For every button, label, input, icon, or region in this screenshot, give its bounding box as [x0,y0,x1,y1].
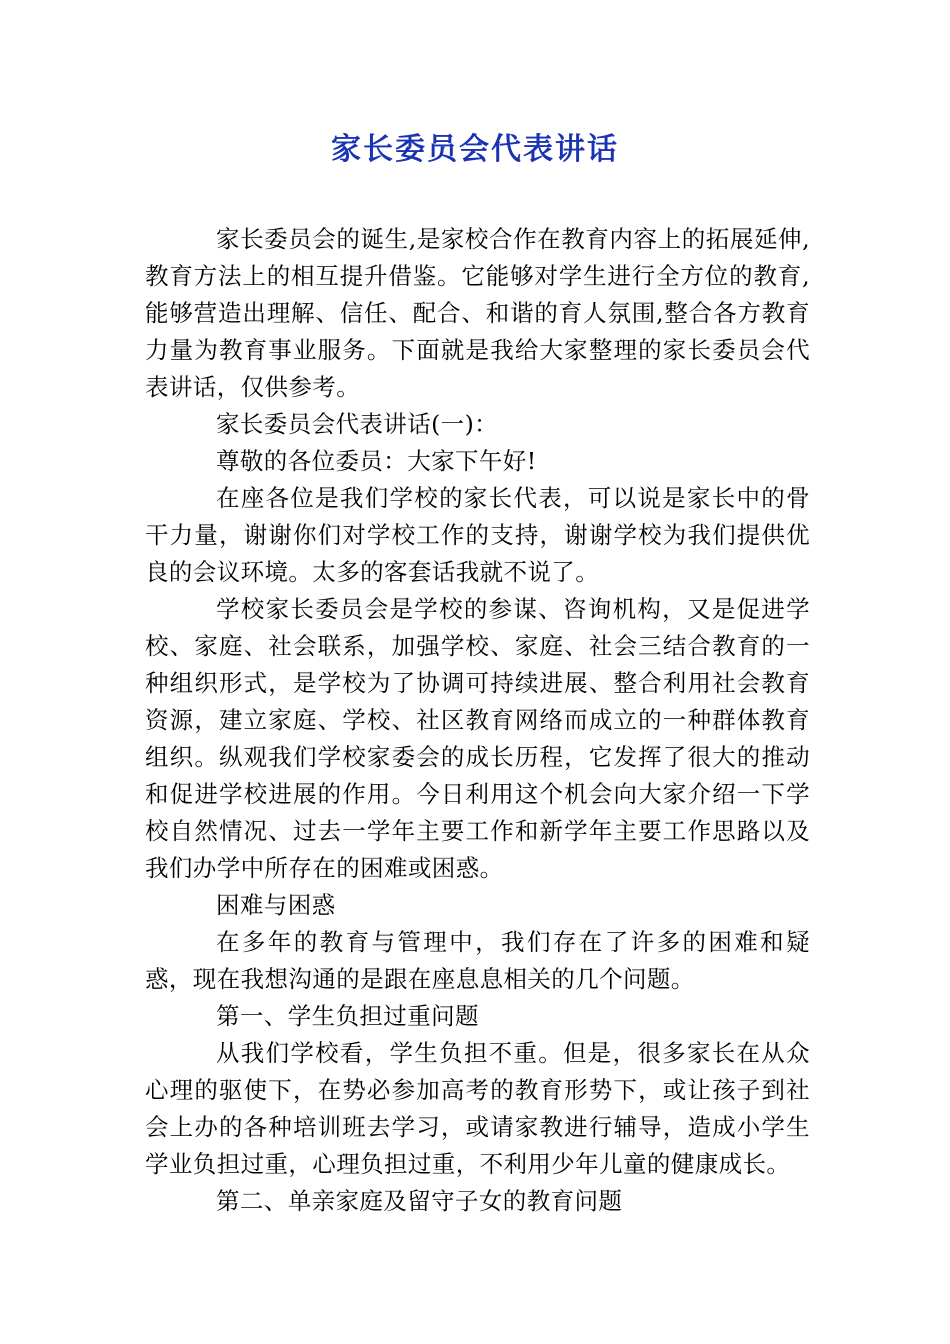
section-heading: 第二、单亲家庭及留守子女的教育问题 [216,1187,623,1215]
paragraph: 尊敬的各位委员：大家下午好! [216,447,537,475]
paragraph: 在座各位是我们学校的家长代表，可以说是家长中的骨干力量，谢谢你们对学校工作的支持，谢谢学校为我们提供优良的会议环境。太多的客套话我就不说了。 [145,484,810,586]
section-heading: 困难与困惑 [216,891,336,919]
paragraph: 家长委员会的诞生,是家校合作在教育内容上的拓展延伸,教育方法上的相互提升借鉴。它能够对学生进行全方位的教育,能够营造出理解、信任、配合、和谐的育人氛围,整合各方教育力量为教育事业服务。下面就是我给大家整理的家长委员会代表讲话，仅供参考。 [145,225,810,401]
paragraph: 家长委员会代表讲话(一)： [216,410,499,438]
paragraph: 学校家长委员会是学校的参谋、咨询机构，又是促进学校、家庭、社会联系，加强学校、家庭、社会三结合教育的一种组织形式，是学校为了协调可持续进展、整合利用社会教育资源，建立家庭、学校、社区教育网络而成立的一种群体教育组织。纵观我们学校家委会的成长历程，它发挥了很大的推动和促进学校进展的作用。今日利用这个机会向大家介绍一下学校自然情况、过去一学年主要工作和新学年主要工作思路以及我们办学中所存在的困难或困惑。 [145,595,810,882]
paragraph: 从我们学校看，学生负担不重。但是，很多家长在从众心理的驱使下，在势必参加高考的教育形势下，或让孩子到社会上办的各种培训班去学习，或请家教进行辅导，造成小学生学业负担过重，心理负担过重，不利用少年儿童的健康成长。 [145,1039,810,1178]
document-title: 家长委员会代表讲话 [331,132,619,167]
document-body [145,221,810,1220]
section-heading: 第一、学生负担过重问题 [216,1002,479,1030]
paragraph: 在多年的教育与管理中，我们存在了许多的困难和疑惑，现在我想沟通的是跟在座息息相关的几个问题。 [145,928,810,993]
